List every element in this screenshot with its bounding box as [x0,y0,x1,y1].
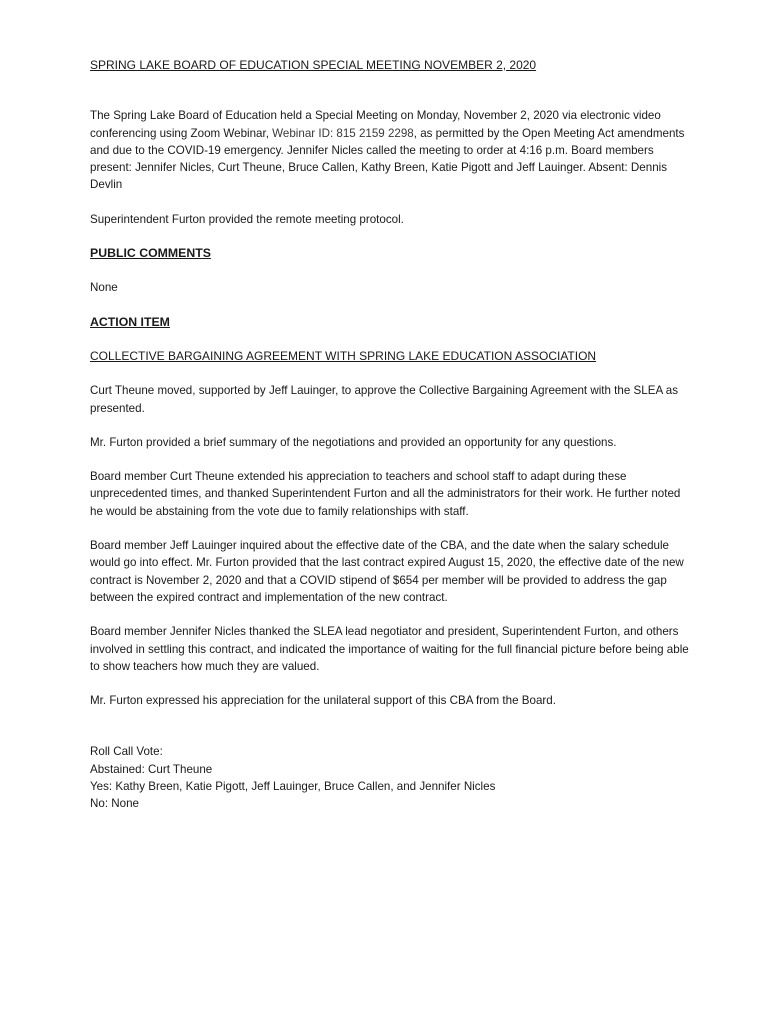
nicles-paragraph: Board member Jennifer Nicles thanked the SLEA lead negotiator and president, Superintendent Furton, and others involved in settling this contract, and indicated the importance of waiting for the full financial picture before being able to show teachers how much they are valued. [90,625,689,673]
motion-paragraph: Curt Theune moved, supported by Jeff Lauinger, to approve the Collective Bargaining Agreement with the SLEA as presented. [90,384,678,415]
roll-call-vote [90,743,690,812]
action-item-heading: ACTION ITEM [90,314,170,329]
lauinger-paragraph: Board member Jeff Lauinger inquired about the effective date of the CBA, and the date when the salary schedule would go into effect. Mr. Furton provided that the last contract expired August 15, 2020, the effective date of the new contract is November 2, 2020 and that a COVID stipend of $654 per member will be provided to address the gap between the expired contract and implementation of the new contract. [90,539,684,604]
roll-call-no: No: None [90,797,139,811]
roll-call-label: Roll Call Vote: [90,745,163,759]
document-title: SPRING LAKE BOARD OF EDUCATION SPECIAL MEETING NOVEMBER 2, 2020 [90,58,537,72]
document-page [90,57,690,813]
intro-paragraph [90,107,690,193]
public-comments-text: None [90,281,118,295]
cba-heading: COLLECTIVE BARGAINING AGREEMENT WITH SPRING LAKE EDUCATION ASSOCIATION [90,348,597,363]
appreciation-paragraph: Mr. Furton expressed his appreciation for the unilateral support of this CBA from the Board. [90,694,556,708]
roll-call-yes: Yes: Kathy Breen, Katie Pigott, Jeff Lauinger, Bruce Callen, and Jennifer Nicles [90,780,496,794]
webinar-id: Webinar ID: 815 2159 2298 [272,126,414,140]
public-comments-heading: PUBLIC COMMENTS [90,246,211,261]
theune-paragraph: Board member Curt Theune extended his appreciation to teachers and school staff to adapt during these unprecedented times, and thanked Superintendent Furton and all the administrators for their work. He further noted he would be abstaining from the vote due to family relationships with staff. [90,470,681,518]
summary-paragraph: Mr. Furton provided a brief summary of the negotiations and provided an opportunity for any questions. [90,435,617,449]
intro-text-part1: The Spring Lake Board of Education held a Special Meeting on Monday, November 2, 2020 via electronic video conferencing using Zoom Webinar, [90,109,661,140]
intro-text-part2: , as permitted by the Open Meeting Act amendments and due to the COVID-19 emergency. Jennifer Nicles called the meeting to order at 4:16 p.m. Board members present: Jennifer Nicles, Curt Theune, Bruce Callen, Kathy Breen, Katie Pigott and Jeff Lauinger. Absent: Dennis Devlin [90,126,685,192]
protocol-paragraph: Superintendent Furton provided the remote meeting protocol. [90,212,404,226]
roll-call-abstained: Abstained: Curt Theune [90,762,213,776]
